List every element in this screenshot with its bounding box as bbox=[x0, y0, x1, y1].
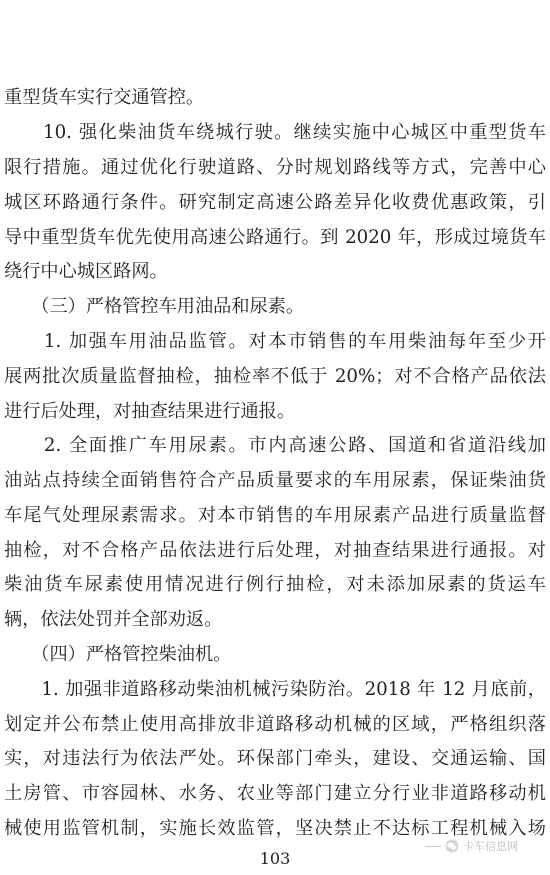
watermark-dash bbox=[425, 846, 441, 847]
text-line: 划定并公布禁止使用高排放非道路移动机械的区域，严格组织落 bbox=[4, 714, 546, 735]
text-line: 城区环路通行条件。研究制定高速公路差异化收费优惠政策，引 bbox=[4, 192, 546, 213]
watermark-text: 卡车信息网 bbox=[463, 840, 518, 853]
text-line: 重型货车实行交通管控。 bbox=[4, 87, 205, 108]
text-line: 土房管、市容园林、水务、农业等部门建立分行业非道路移动机 bbox=[4, 783, 546, 804]
text-line: 10. 强化柴油货车绕城行驶。继续实施中心城区中重型货车 bbox=[4, 122, 546, 143]
text-line: 进行后处理，对抽查结果进行通报。 bbox=[4, 401, 296, 422]
watermark bbox=[425, 838, 518, 854]
text-line: 1. 加强非道路移动柴油机械污染防治。2018 年 12 月底前， bbox=[4, 679, 546, 700]
text-line: 导中重型货车优先使用高速公路通行。到 2020 年，形成过境货车 bbox=[4, 227, 546, 248]
text-line: 绕行中心城区路网。 bbox=[4, 261, 168, 282]
text-line: 辆，依法处罚并全部劝返。 bbox=[4, 609, 223, 630]
wechat-icon bbox=[445, 839, 459, 853]
text-line: 械使用监管机制，实施长效监管，坚决禁止不达标工程机械入场 bbox=[4, 818, 546, 839]
text-line: 车尾气处理尿素需求。对本市销售的车用尿素产品进行质量监督 bbox=[4, 505, 546, 526]
text-line: 限行措施。通过优化行驶道路、分时规划路线等方式，完善中心 bbox=[4, 157, 546, 178]
text-line: 抽检，对不合格产品依法进行后处理，对抽查结果进行通报。对 bbox=[4, 540, 546, 561]
page-number: 103 bbox=[259, 849, 291, 868]
section-heading: （三）严格管控车用油品和尿素。 bbox=[4, 296, 305, 317]
text-line: 柴油货车尿素使用情况进行例行抽检，对未添加尿素的货运车 bbox=[4, 574, 546, 595]
text-line: 展两批次质量监督抽检，抽检率不低于 20%；对不合格产品依法 bbox=[4, 366, 546, 387]
section-heading: （四）严格管控柴油机。 bbox=[4, 644, 232, 665]
text-line: 实，对违法行为依法严处。环保部门牵头，建设、交通运输、国 bbox=[4, 748, 546, 769]
text-line: 2. 全面推广车用尿素。市内高速公路、国道和省道沿线加 bbox=[4, 435, 546, 456]
text-line: 油站点持续全面销售符合产品质量要求的车用尿素，保证柴油货 bbox=[4, 470, 546, 491]
text-line: 1. 加强车用油品监管。对本市销售的车用柴油每年至少开 bbox=[4, 331, 546, 352]
